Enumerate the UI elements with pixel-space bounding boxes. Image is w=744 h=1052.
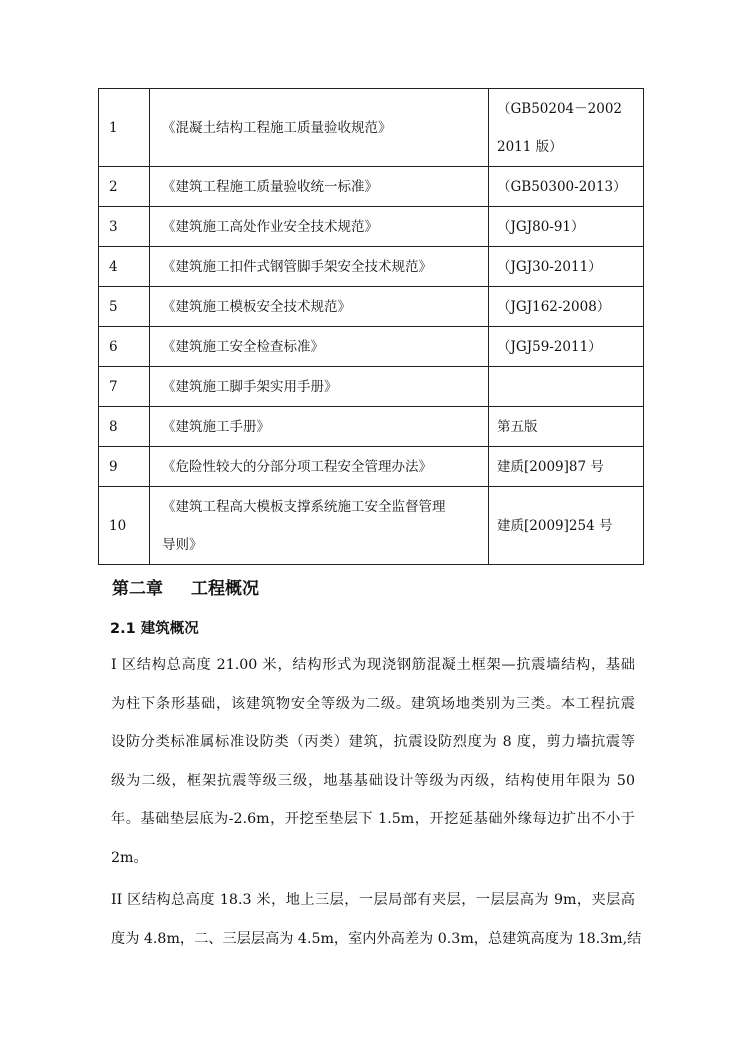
paragraph-zone-2 <box>111 890 642 967</box>
standard-code <box>489 167 644 207</box>
code-line: （JGJ30-2011） <box>497 258 602 275</box>
code-line: 2011 版） <box>497 138 563 155</box>
standard-title: 《建筑施工脚手架实用手册》 <box>150 367 489 407</box>
row-number: 4 <box>99 247 150 287</box>
code-line: （JGJ59-2011） <box>497 338 602 355</box>
code-line: （JGJ80-91） <box>497 218 585 235</box>
paragraph-line: 级为二级，框架抗震等级三级，地基基础设计等级为丙级，结构使用年限为 50 <box>111 772 635 789</box>
row-number: 8 <box>99 407 150 447</box>
standard-code <box>489 89 644 167</box>
section-heading: 2.1 建筑概况 <box>110 621 199 637</box>
standard-code <box>489 447 644 487</box>
row-number: 5 <box>99 287 150 327</box>
references-table <box>98 88 644 565</box>
standard-title: 《建筑施工扣件式钢管脚手架安全技术规范》 <box>150 247 489 287</box>
table-row <box>99 89 644 167</box>
standard-code <box>489 247 644 287</box>
code-line <box>497 368 643 406</box>
paragraph-line: 年。基础垫层底为-2.6m，开挖至垫层下 1.5m，开挖延基础外缘每边扩出不小于 <box>111 811 635 828</box>
code-line: 建质[2009]254 号 <box>497 517 613 534</box>
code-line: （GB50204－2002 <box>497 100 623 117</box>
standard-code <box>489 407 644 447</box>
standard-code <box>489 287 644 327</box>
title-line: 导则》 <box>162 536 203 553</box>
table-row <box>99 247 644 287</box>
paragraph-zone-1 <box>111 655 635 887</box>
chapter-heading <box>112 574 259 599</box>
standard-title: 《建筑施工手册》 <box>150 407 489 447</box>
table-row <box>99 327 644 367</box>
standard-title: 《建筑工程施工质量验收统一标准》 <box>150 167 489 207</box>
standard-title: 《建筑施工高处作业安全技术规范》 <box>150 207 489 247</box>
paragraph-line: 设防分类标准属标准设防类（丙类）建筑，抗震设防烈度为 8 度，剪力墙抗震等 <box>111 734 635 751</box>
table-row <box>99 487 644 565</box>
row-number: 1 <box>99 89 150 167</box>
standard-title: 《危险性较大的分部分项工程安全管理办法》 <box>150 447 489 487</box>
row-number: 2 <box>99 167 150 207</box>
table-row <box>99 207 644 247</box>
standard-title: 《混凝土结构工程施工质量验收规范》 <box>150 89 489 167</box>
table-row <box>99 287 644 327</box>
row-number: 3 <box>99 207 150 247</box>
chapter-number: 第二章 <box>112 579 163 599</box>
code-line: （JGJ162-2008） <box>497 298 611 315</box>
chapter-title: 工程概况 <box>191 579 259 599</box>
table-row <box>99 167 644 207</box>
paragraph-line: 度为 4.8m，二、三层层高为 4.5m，室内外高差为 0.3m，总建筑高度为 18.3m,结 <box>111 930 642 947</box>
standard-title <box>150 487 489 565</box>
paragraph-line: 为柱下条形基础，该建筑物安全等级为二级。建筑场地类别为三类。本工程抗震 <box>111 695 635 712</box>
row-number: 6 <box>99 327 150 367</box>
code-line: 建质[2009]87 号 <box>497 458 604 475</box>
code-line: 第五版 <box>497 418 538 435</box>
standard-code <box>489 367 644 407</box>
standard-code <box>489 207 644 247</box>
table-row <box>99 447 644 487</box>
paragraph-line: 2m。 <box>111 849 148 866</box>
standard-code <box>489 327 644 367</box>
table-row <box>99 367 644 407</box>
title-line: 《建筑工程高大模板支撑系统施工安全监督管理 <box>162 498 446 515</box>
row-number: 9 <box>99 447 150 487</box>
code-line: （GB50300-2013） <box>497 178 627 195</box>
table-row <box>99 407 644 447</box>
standard-title: 《建筑施工模板安全技术规范》 <box>150 287 489 327</box>
row-number: 7 <box>99 367 150 407</box>
standard-code <box>489 487 644 565</box>
standard-title: 《建筑施工安全检查标准》 <box>150 327 489 367</box>
paragraph-line: II 区结构总高度 18.3 米，地上三层，一层局部有夹层，一层层高为 9m，夹层高 <box>111 892 635 908</box>
row-number: 10 <box>99 487 150 565</box>
paragraph-line: I 区结构总高度 21.00 米，结构形式为现浇钢筋混凝土框架—抗震墙结构，基础 <box>111 657 635 673</box>
